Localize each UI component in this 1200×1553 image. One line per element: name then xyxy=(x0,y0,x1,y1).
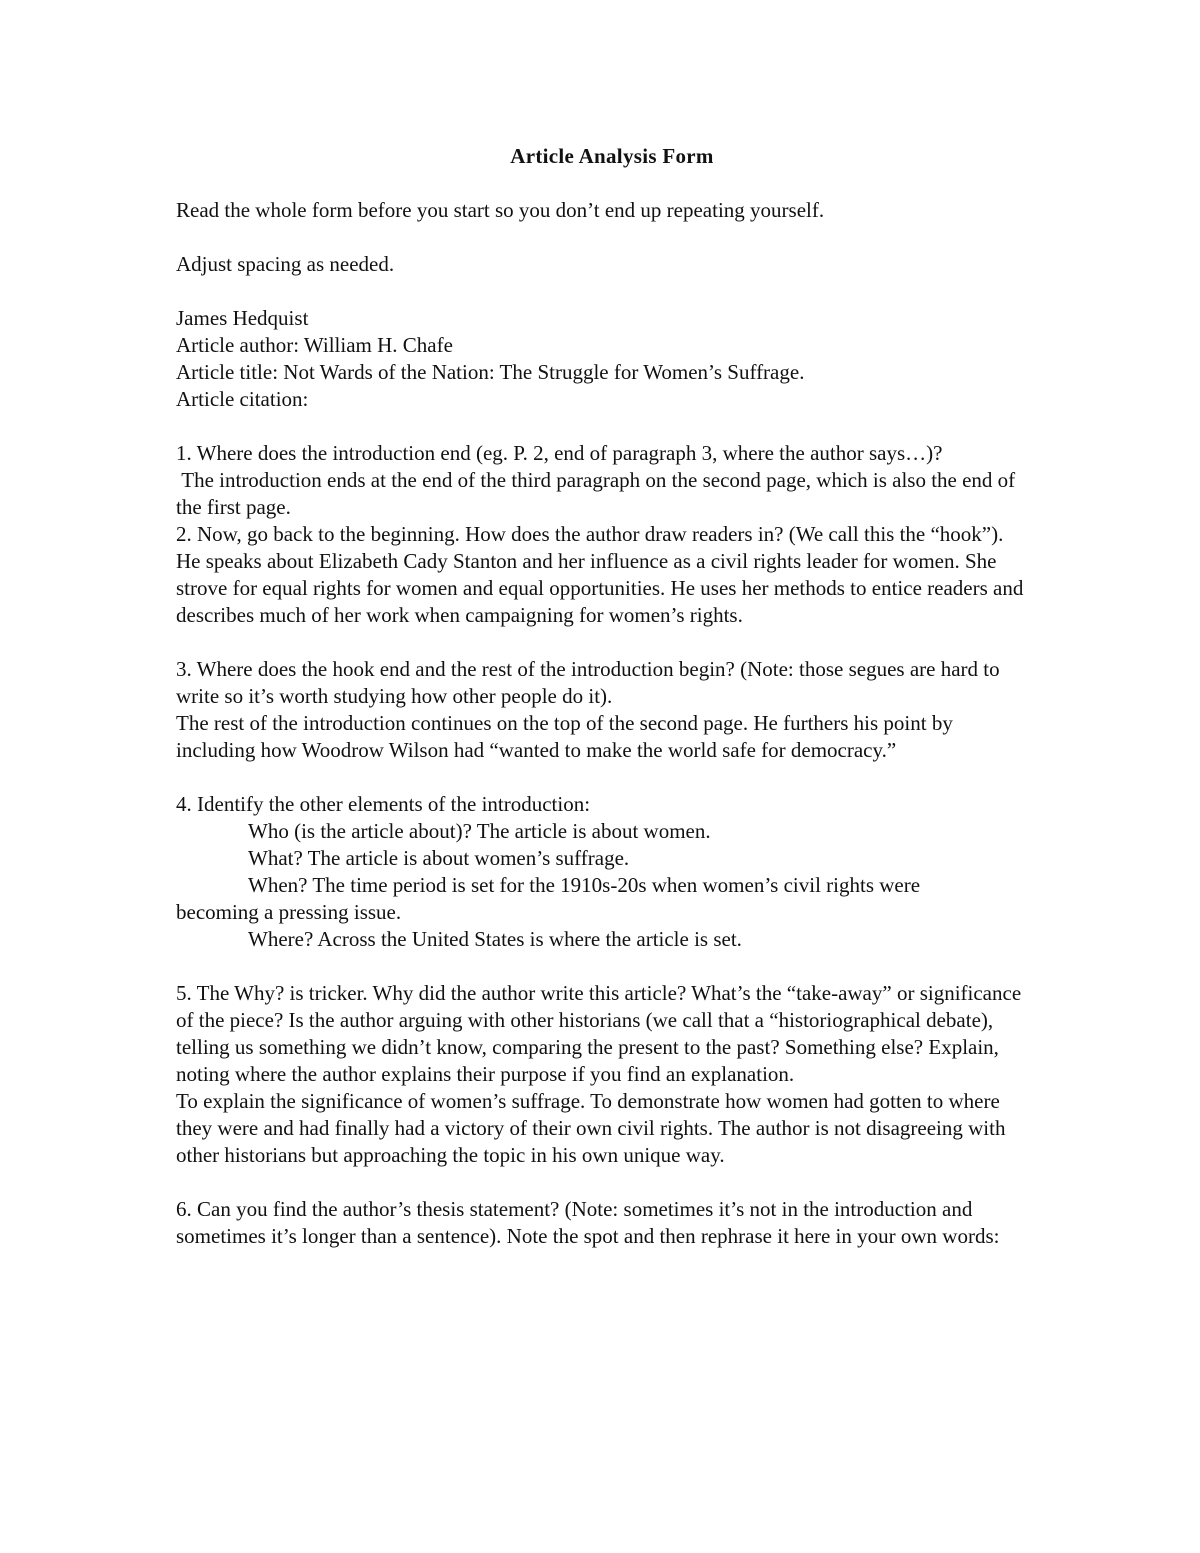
question-1: 1. Where does the introduction end (eg. P. 2, end of paragraph 3, where the author says…)? xyxy=(176,441,943,465)
article-title: Article title: Not Wards of the Nation: The Struggle for Women’s Suffrage. xyxy=(176,360,805,384)
answer-3: The rest of the introduction continues on the top of the second page. He furthers his point by including how Woodrow Wilson had “wanted to make the world safe for democracy.” xyxy=(176,711,953,762)
student-name: James Hedquist xyxy=(176,306,309,330)
spacer xyxy=(176,224,1028,251)
answer-1: The introduction ends at the end of the third paragraph on the second page, which is also the end of the first page. xyxy=(176,468,1021,519)
spacer xyxy=(176,764,1028,791)
article-citation: Article citation: xyxy=(176,387,309,411)
answer-4-where: Where? Across the United States is where the article is set. xyxy=(248,927,742,951)
answer-5: To explain the significance of women’s suffrage. To demonstrate how women had gotten to where they were and had finally had a victory of their own civil rights. The author is not disagreeing with other historians but approaching the topic in his own unique way. xyxy=(176,1089,1006,1167)
spacer xyxy=(176,1169,1028,1196)
document-body xyxy=(176,143,1028,1250)
answer-2: He speaks about Elizabeth Cady Stanton and her influence as a civil rights leader for women. She strove for equal rights for women and equal opportunities. He uses her methods to entice readers and describes much of her work when campaigning for women’s rights. xyxy=(176,549,1024,627)
spacer xyxy=(176,629,1028,656)
intro-instruction: Read the whole form before you start so you don’t end up repeating yourself. xyxy=(176,198,825,222)
spacing-note: Adjust spacing as needed. xyxy=(176,252,395,276)
question-3: 3. Where does the hook end and the rest of the introduction begin? (Note: those segues are hard to write so it’s worth studying how other people do it). xyxy=(176,657,1000,708)
question-4: 4. Identify the other elements of the introduction: xyxy=(176,792,591,816)
article-author: Article author: William H. Chafe xyxy=(176,333,453,357)
document-title: Article Analysis Form xyxy=(510,144,714,168)
question-5: 5. The Why? is tricker. Why did the author write this article? What’s the “take-away” or significance of the piece? Is the author arguing with other historians (we call that a “historiographical debate), telling us something we didn’t know, comparing the present to the past? Something else? Explain, noting where the author explains their purpose if you find an explanation. xyxy=(176,981,1022,1086)
answer-4-when-continued: becoming a pressing issue. xyxy=(176,900,402,924)
spacer xyxy=(176,953,1028,980)
spacer xyxy=(176,278,1028,305)
question-2: 2. Now, go back to the beginning. How does the author draw readers in? (We call this the “hook”). xyxy=(176,522,1004,546)
spacer xyxy=(176,413,1028,440)
answer-4-when: When? The time period is set for the 1910s-20s when women’s civil rights were xyxy=(248,873,921,897)
answer-4-who: Who (is the article about)? The article is about women. xyxy=(248,819,711,843)
answer-4-what: What? The article is about women’s suffrage. xyxy=(248,846,630,870)
question-6: 6. Can you find the author’s thesis statement? (Note: sometimes it’s not in the introduction and sometimes it’s longer than a sentence). Note the spot and then rephrase it here in your own words: xyxy=(176,1197,1000,1248)
